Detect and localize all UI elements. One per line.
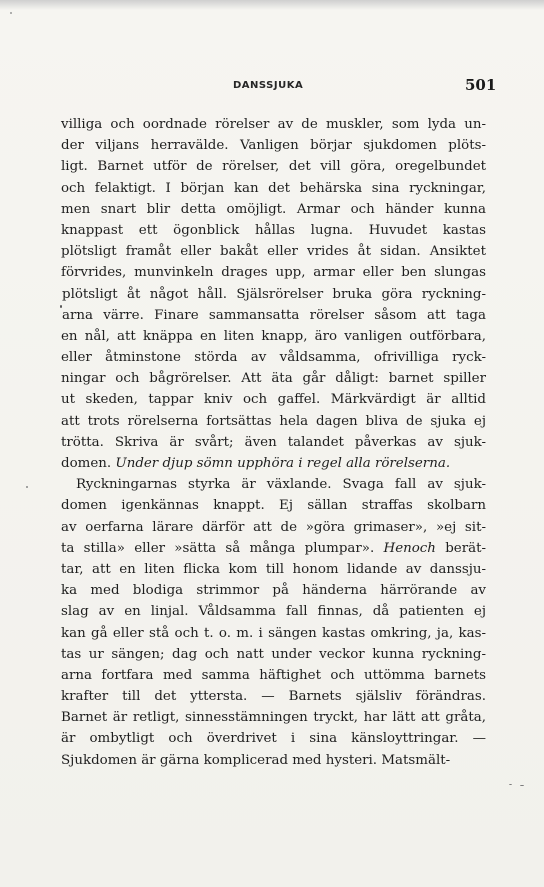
text-line: ka med blodiga strimmor på händerna härrörande av [61,583,486,599]
text-line: Barnet är retligt, sinnesstämningen tryckt, har lätt att gråta, [61,710,486,726]
italic-phrase: Under djup sömn upphöra i regel alla rörelserna. [115,456,451,471]
text-line: ut skeden, tappar kniv och gaffel. Märkvärdigt är alltid [61,392,486,408]
print-speck [520,785,524,786]
text-line: tas ur sängen; dag och natt under veckor kunna ryckning- [61,646,486,662]
running-head: DANSSJUKA [233,80,304,91]
text-line: kan gå eller stå och t. o. m. i sängen kastas omkring, ja, kas- [61,625,486,641]
text-line: att trots rörelserna fortsättas hela dagen bliva de sjuka ej [61,413,486,429]
text-line: arna fortfara med samma häftighet och uttömma barnets [61,667,486,683]
text-line: Sjukdomen är gärna komplicerad med hysteri. Matsmält- [61,752,451,768]
body-text [60,114,486,771]
text-line: domen igenkännas knappt. Ej sällan straffas skolbarn [61,498,486,514]
text-line: slag av en linjal. Våldsamma fall finnas, då patienten ej [61,604,486,620]
text-line: villiga och oordnade rörelser av de muskler, som lyda un- [61,117,486,132]
page-number: 501 [465,76,497,94]
page-top-edge [0,0,544,10]
text-line: arna värre. Finare sammansatta rörelser såsom att taga [62,307,486,323]
text-line: ligt. Barnet utför de rörelser, det vill göra, oregelbundet [61,159,486,175]
text-line: tar, att en liten flicka kom till honom lidande av danssju- [61,561,486,577]
text-line: och felaktigt. I början kan det behärska sina ryckningar, [61,180,486,196]
text-line: är ombytligt och överdrivet i sina känsloyttringar. — [61,731,486,747]
print-speck [60,305,62,308]
text-line: plötsligt framåt eller bakåt eller vrides åt sidan. Ansiktet [61,244,486,260]
text-line: der viljans herravälde. Vanligen börjar sjukdomen plöts- [61,138,486,154]
text-line: av oerfarna lärare därför att de »göra grimaser», »ej sit- [61,519,486,535]
text-line: plötsligt åt något håll. Själsrörelser bruka göra ryckning- [62,286,486,302]
text-line: ta stilla» eller »sätta så många plumpar». Henoch berät- [61,540,486,556]
text-line: Ryckningarnas styrka är växlande. Svaga fall av sjuk- [76,477,486,493]
text-line: krafter till det yttersta. — Barnets själsliv förändras. [61,689,486,705]
print-speck [26,486,28,488]
text-line: eller åtminstone störda av våldsamma, ofrivilliga ryck- [61,350,486,366]
italic-phrase: Henoch [383,540,436,556]
text-line: förvrides, munvinkeln drages upp, armar eller ben slungas [61,265,486,281]
text-line: en nål, att knäppa en liten knapp, äro vanligen outförbara, [61,328,486,344]
print-speck [10,12,12,14]
text-line: domen. Under djup sömn upphöra i regel alla rörelserna. [61,456,451,471]
print-speck [509,784,512,785]
text-line: ningar och bågrörelser. Att äta går dåligt: barnet spiller [61,371,486,387]
page-header [0,76,544,98]
text-line: knappast ett ögonblick hållas lugna. Huvudet kastas [61,222,486,238]
text-line: men snart blir detta omöjligt. Armar och händer kunna [61,201,486,217]
text-line: trötta. Skriva är svårt; även talandet påverkas av sjuk- [61,434,486,450]
